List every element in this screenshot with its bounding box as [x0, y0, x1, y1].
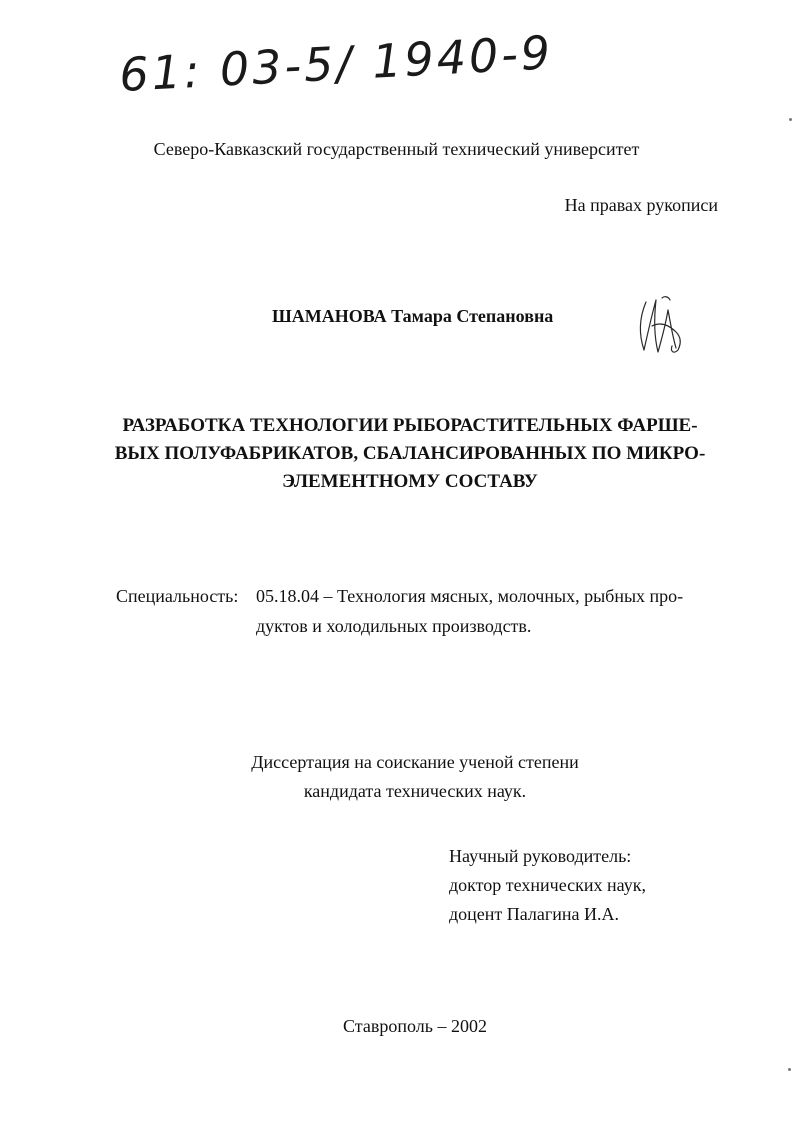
manuscript-rights-note: На правах рукописи [564, 195, 718, 215]
advisor-line: доктор технических наук, [449, 875, 646, 895]
archive-code-handwritten: 61: 03-5/ 1940-9 [118, 25, 555, 102]
dissertation-degree-line: Диссертация на соискание ученой степени [251, 752, 579, 772]
author-name: ШАМАНОВА Тамара Степановна [272, 306, 554, 326]
dissertation-degree-line: кандидата технических наук. [303, 781, 527, 801]
city-year: Ставрополь – 2002 [343, 1016, 487, 1036]
signature-icon [632, 292, 688, 362]
title-line: РАЗРАБОТКА ТЕХНОЛОГИИ РЫБОРАСТИТЕЛЬНЫХ ФАРШЕ- [122, 415, 698, 436]
advisor-line: Научный руководитель: [449, 846, 632, 866]
scan-speck [788, 1068, 791, 1071]
advisor-line: доцент Палагина И.А. [449, 904, 620, 924]
title-line: ВЫХ ПОЛУФАБРИКАТОВ, СБАЛАНСИРОВАННЫХ ПО МИКРО- [114, 443, 706, 464]
university-name: Северо-Кавказский государственный технический университет [153, 139, 640, 159]
title-line: ЭЛЕМЕНТНОМУ СОСТАВУ [282, 471, 538, 492]
specialty-value-line: дуктов и холодильных производств. [256, 616, 532, 636]
dissertation-title [110, 412, 710, 496]
specialty-value-line: 05.18.04 – Технология мясных, молочных, рыбных про- [256, 586, 684, 606]
scan-speck [789, 118, 792, 121]
specialty-label: Специальность: [116, 586, 239, 606]
